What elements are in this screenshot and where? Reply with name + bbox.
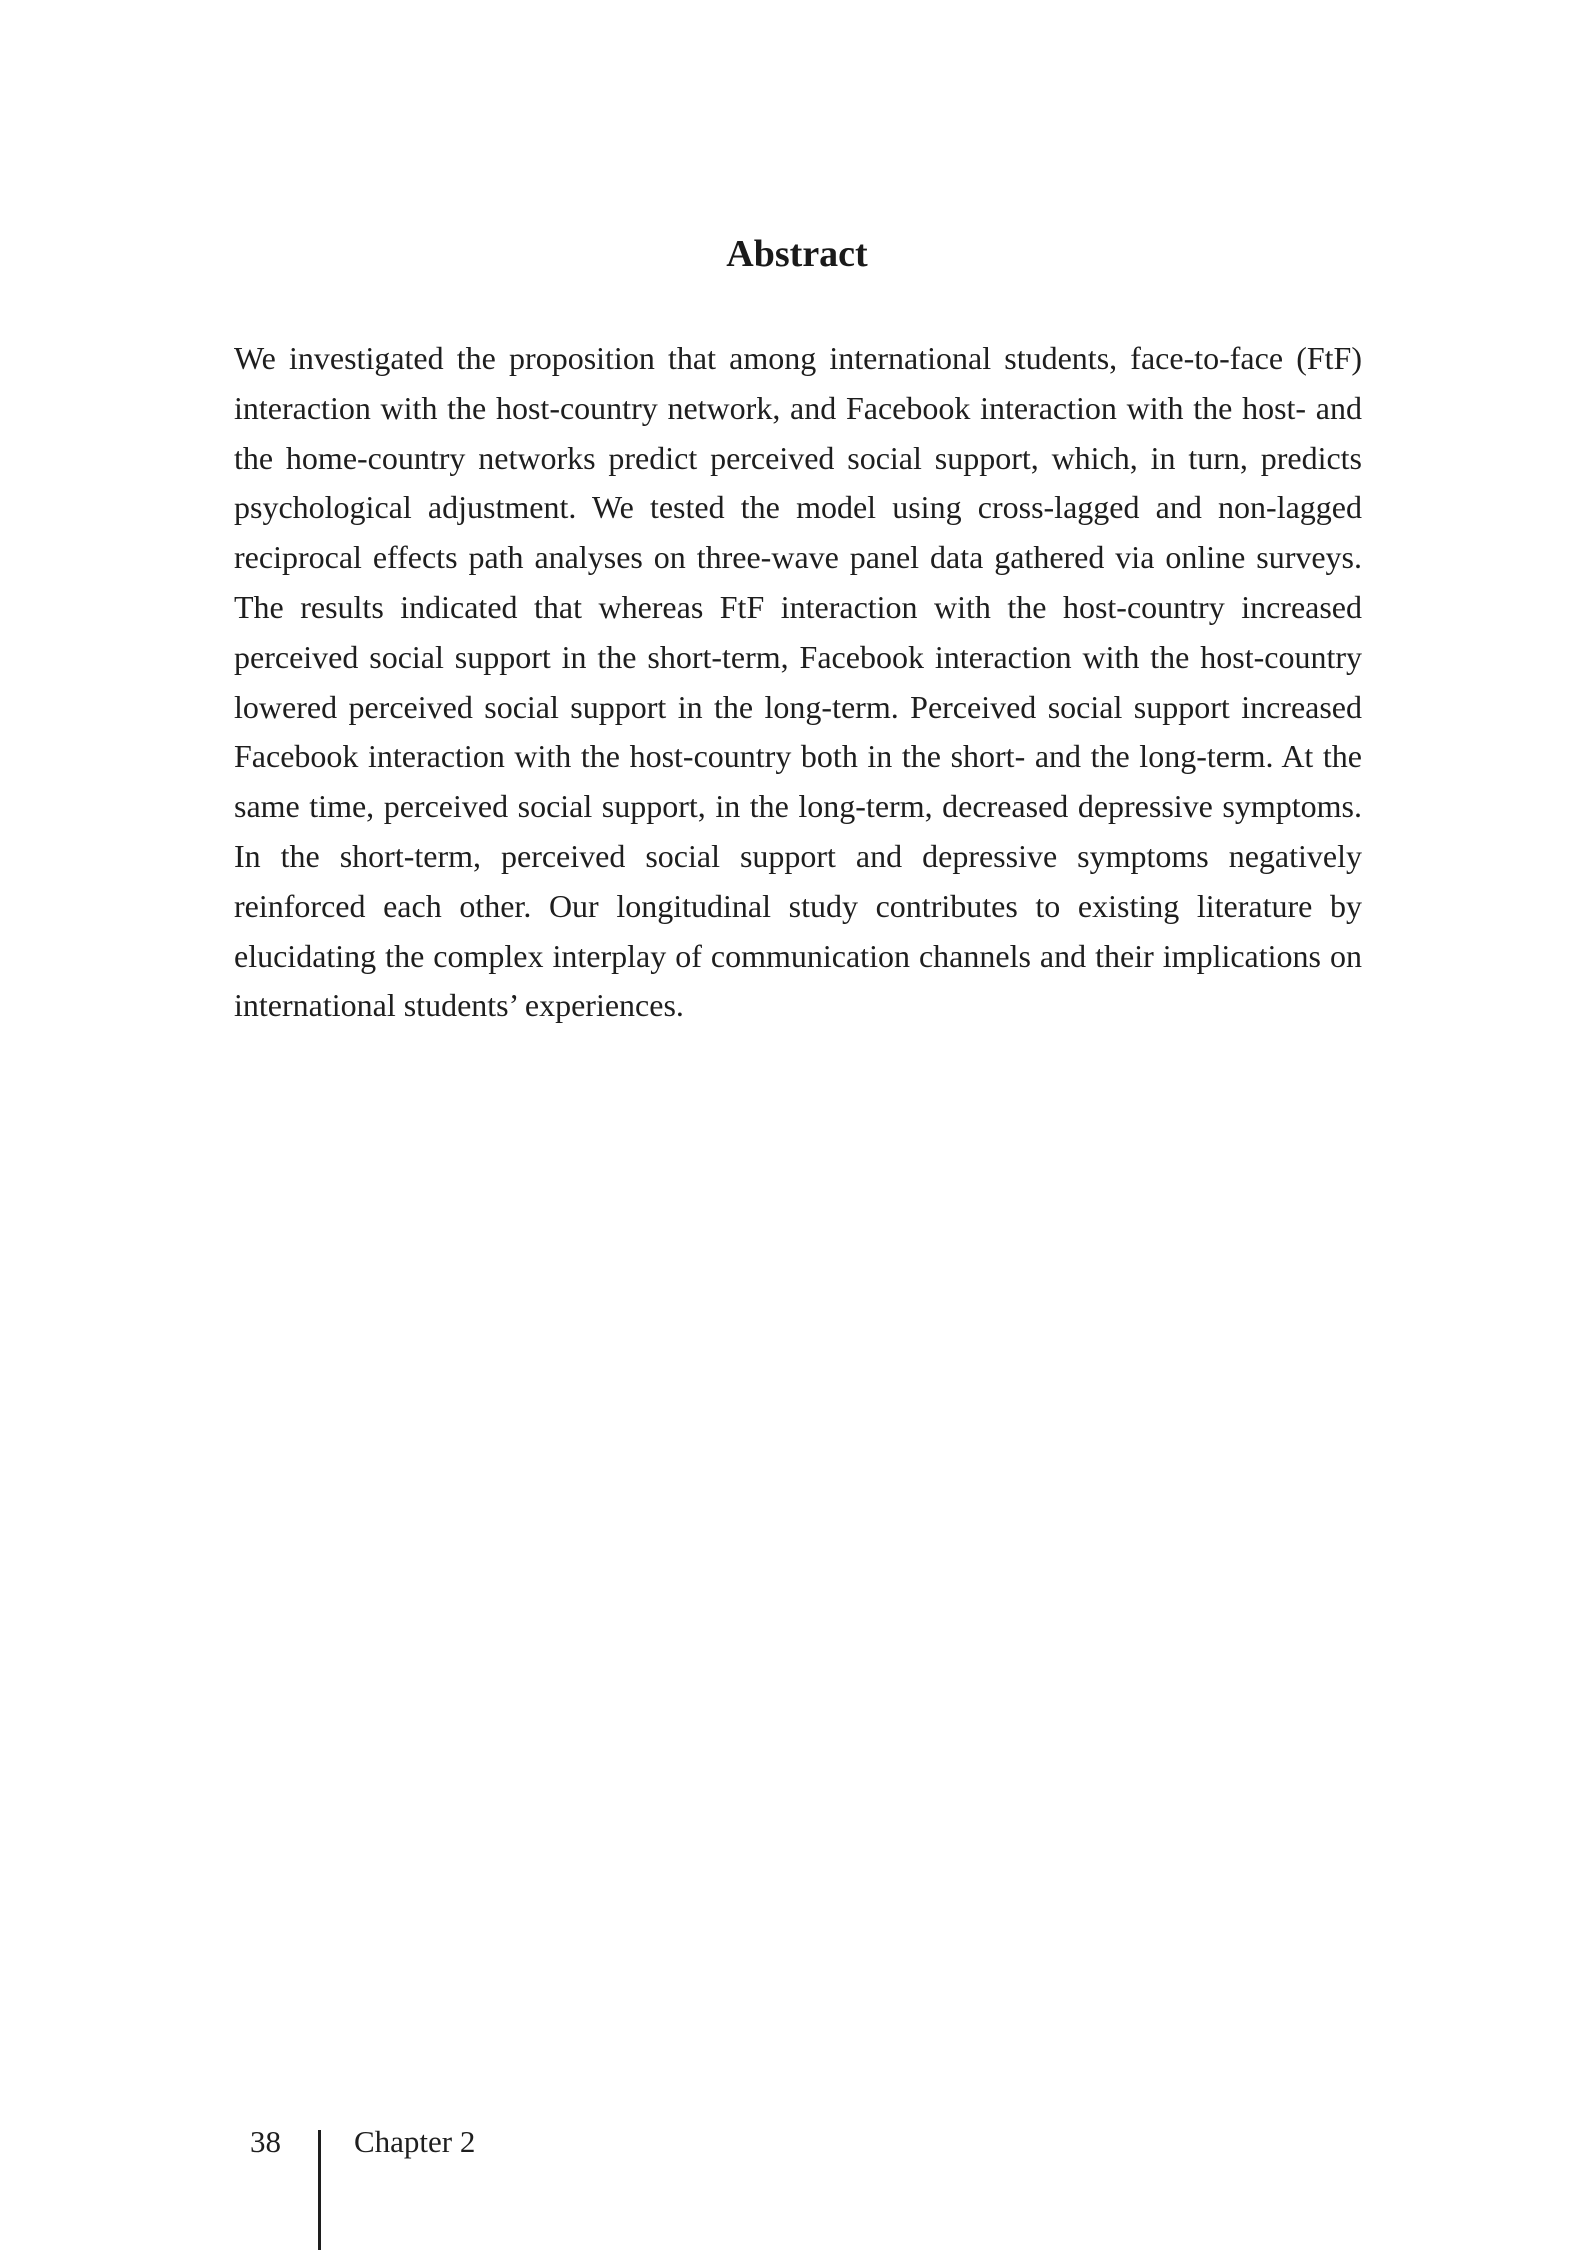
abstract-heading: Abstract — [726, 233, 868, 275]
footer-divider — [318, 2130, 321, 2250]
abstract-paragraph: We investigated the proposition that among international students, face-to-face (FtF) interaction with the host-country network, and Facebook interaction with the host- and the home-country networks predict perceived social support, which, in turn, predicts psychological adjustment. We tested the model using cross-lagged and non-lagged reciprocal effects path analyses on three-wave panel data gathered via online surveys. The results indicated that whereas FtF interaction with the host-country increased perceived social support in the short-term, Facebook interaction with the host-country lowered perceived social support in the long-term. Perceived social support increased Facebook interaction with the host-country both in the short- and the long-term. At the same time, perceived social support, in the long-term, decreased depressive symptoms. In the short-term, perceived social support and depressive symptoms negatively reinforced each other. Our longitudinal study contributes to existing literature by elucidating the complex interplay of communication channels and their implications on international students’ experiences. — [234, 340, 1362, 1024]
page-number: 38 — [250, 2124, 281, 2159]
chapter-label: Chapter 2 — [354, 2124, 476, 2159]
